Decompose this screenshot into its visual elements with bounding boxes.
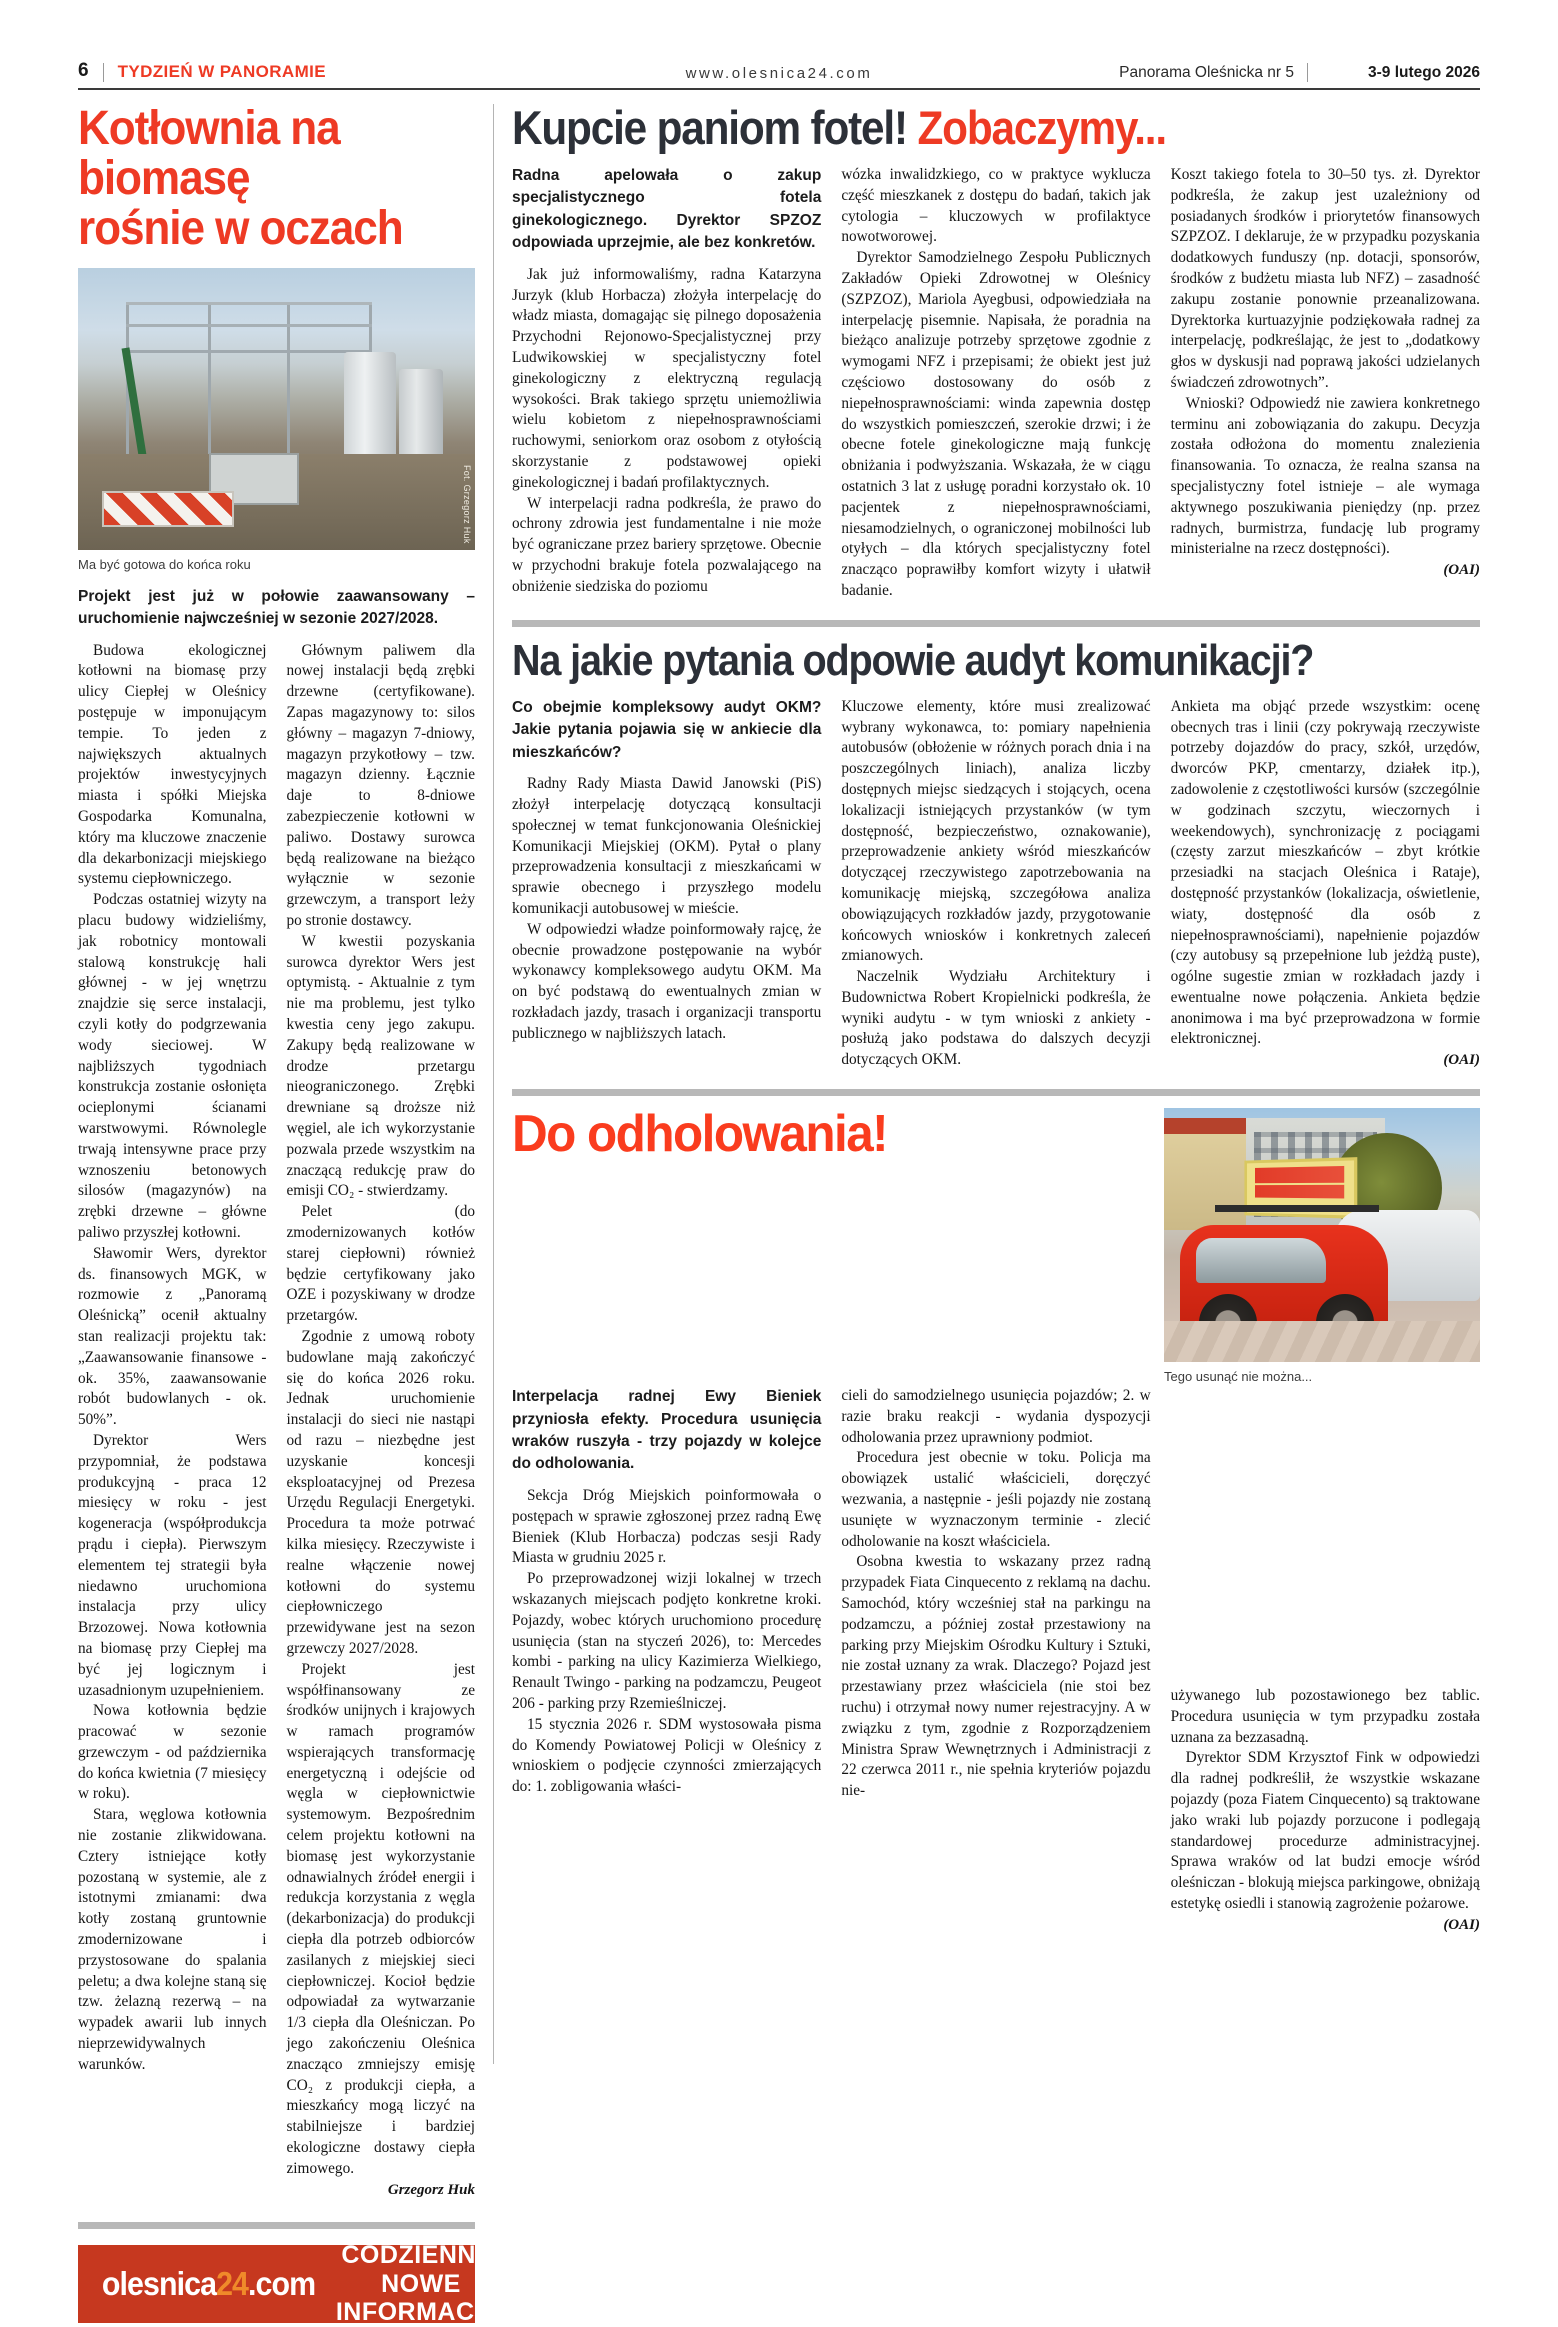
paragraph: Koszt takiego fotela to 30–50 tys. zł. Dyrektor podkreśla, że zakup jest uzależniony od posiadanych środków i priorytetów finansowych SZPZOZ. I deklaruje, że w przypadku pozyskania dodatkowych funduszy (np. dotacji, sponsorów, środków z budżetu miasta lub NFZ) – zasadność zakupu zostanie ponownie przeanalizowana. Dyrektorka kurtuazyjnie podziękowała radnej za interpelację, podkreślając, że jest to „dodatkowy głos w dyskusji nad poprawą jakości udzielanych świadczeń zdrowotnych”. [1170, 166, 1480, 391]
fotel-col-2 [841, 165, 1150, 602]
paragraph: Budowa ekologicznej kotłowni na biomasę przy ulicy Ciepłej w Oleśnicy postępuje w imponującym tempie. To jeden z największych aktualnych projektów inwestycyjnych miasta i spółki Miejska Gospodarka Komunalna, który ma kluczowe znaczenie dla dekarbonizacji miejskiego systemu ciepłowniczego. [78, 641, 267, 888]
article-signature: Grzegorz Huk [387, 2181, 475, 2198]
ad-slogan-line1: CODZIENNIE NOWE [341, 2241, 501, 2298]
boiler-headline-line1: Kotłownia na biomasę [78, 102, 340, 205]
article-boiler [78, 102, 507, 2327]
boiler-body-col-2 [287, 641, 476, 2200]
paragraph: Dyrektor SDM Krzysztof Fink w odpowiedzi dla radnej podkreślił, że wszystkie wskazane pojazdy (poza Fiatem Cinquecento) są traktowane jako wraki lub pojazdy porzucone i podlegają standardowej procedurze administracyjnej. Sprawa wraków od lat budzi emocje wśród oleśniczan - blokują miejsca parkingowe, obniżają estetykę osiedli i stanowią zagrożenie pożarowe. [1170, 1749, 1480, 1913]
paragraph: W interpelacji radna podkreśla, że prawo do ochrony zdrowia jest fundamentalne i nie może być ograniczane przez bariery sprzętowe. Obecnie w przychodni brakuje fotela pozwalającego na obniżenie siedziska do poziomu [512, 494, 822, 595]
photo-credit: Fot. Grzegorz Huk [462, 465, 472, 544]
issue-date: 3-9 lutego 2026 [1368, 64, 1480, 81]
boiler-body-col-1 [78, 641, 267, 2200]
right-section [512, 101, 1480, 2064]
fotel-col-1-body [512, 265, 821, 598]
masthead [78, 48, 1480, 90]
article-odholowanie [512, 1089, 1480, 1935]
ad-slogan [336, 2241, 524, 2327]
fotel-headline-accent: Zobaczymy... [917, 101, 1166, 154]
paragraph: Ankieta ma objąć przede wszystkim: ocenę obecnych tras i linii (czy pokrywają rzeczywiste potrzeby dojazdów do pracy, szkół, urzędów, dworców PKP, cmentarzy, działek itp.), zadowolenie z częstotliwości kursów (szczególnie w godzinach szczytu, wieczornych i weekendowych), synchronizację z pociągami (częsty zarzut mieszkańców – zbyt krótkie przesiadki na stacjach Oleśnica i Rataje), dostępność przystanków (lokalizacja, oświetlenie, wiaty, dostępność dla osób z niepełnosprawnościami), napełnienie pojazdów (czy autobusy są przepełnione lub jeżdżą puste), ogólne sugestie zmian w rozkładach jazdy i ewentualne nowe połączenia. Ankieta będzie anonimowa i ma być przeprowadzona w formie elektronicznej. [1170, 697, 1480, 1048]
audyt-top-rule [512, 620, 1480, 627]
page-number: 6 [78, 60, 89, 81]
boiler-body [78, 641, 475, 2200]
masthead-divider-2 [1307, 63, 1308, 82]
paragraph: Radny Rady Miasta Dawid Janowski (PiS) złożył interpelację dotyczącą konsultacji społecznej w temat funkcjonowania Oleśnickiej Komunikacji Miejskiej (OKM). Pytał o plany przeprowadzenia konsultacji z mieszkańcami w sprawie obecnego i przyszłego modelu komunikacji autobusowej w mieście. [512, 775, 822, 917]
paragraph: Stara, węglowa kotłownia nie zostanie zlikwidowana. Cztery istniejące kotły pozostaną w systemie, ale z istotnymi zmianami: dwa kotły zostaną gruntownie zmodernizowane i przystosowane do spalania peletu; a dwa kolejne staną się tzw. żelazną rezerwą – na wypadek awarii lub innych nieprzewidywalnych warunków. [78, 1806, 267, 2073]
paragraph: 15 stycznia 2026 r. SDM wystosowała pisma do Komendy Powiatowej Policji w Oleśnicy z wnioskiem o podjęcie czynności zmierzających do: 1. zobligowania właści- [512, 1715, 822, 1796]
audyt-body [512, 697, 1480, 1071]
article-fotel [512, 101, 1480, 602]
fotel-headline-main: Kupcie paniom fotel! [512, 101, 907, 154]
paragraph: używanego lub pozostawionego bez tablic. Procedura usunięcia w tym przypadku została uznana za bezzasadną. [1170, 1687, 1480, 1746]
page-grid [78, 101, 1480, 2327]
paragraph: Osobna kwestia to wskazany przez radną przypadek Fiata Cinquecento z reklamą na dachu. Samochód, który wcześniej stał na parkingu na podzamczu, a później został przestawiony na parking przy Miejskim Ośrodku Kultury i Sztuki, nie został uznany za wrak. Dlaczego? Pojazd jest przestawiany przez właściciela (nie stoi bez ruchu) i otrzymał nowy numer rejestracyjny. A w związku z tym, zgodnie z Rozporządzeniem Ministra Spraw Wewnętrznych i Administracji z 22 czerwca 2011 r., nie spełnia kryteriów pojazdu nie- [841, 1553, 1151, 1800]
odholowanie-top-rule [512, 1089, 1480, 1096]
article-audyt [512, 620, 1480, 1071]
audyt-lead: Co obejmie kompleksowy audyt OKM? Jakie pytania pojawia się w ankiecie dla mieszkańców? [512, 698, 822, 761]
paragraph: Podczas ostatniej wizyty na placu budowy widzieliśmy, jak robotnicy montowali stalową konstrukcję hali głównej - w jej wnętrzu znajdzie się serce instalacji, czyli kotły do podgrzewania wody sieciowej. W najbliższych tygodniach konstrukcja zostanie osłonięta ocieplonymi ścianami warstwowymi. Równolegle trwają intensywne prace przy wznoszeniu betonowych silosów (magazynów) na zrębki drzewne – główne paliwo przyszłej kotłowni. [78, 891, 267, 1241]
masthead-divider [103, 63, 104, 82]
ad-top-rule [78, 2222, 475, 2229]
construction-photo [78, 268, 475, 550]
boiler-photo-caption: Ma być gotowa do końca roku [78, 556, 251, 572]
odholowanie-col-2 [841, 1386, 1150, 1935]
ad-banner-olesnica24[interactable] [78, 2241, 507, 2327]
ad-logo-text: olesnica [101, 2265, 217, 2303]
paragraph: Po przeprowadzonej wizji lokalnej w trzech wskazanych miejscach podjęto konkretne kroki. Pojazdy, wobec których uruchomiono procedurę usunięcia (stan na styczeń 2026), to: Mercedes kombi - parking na ulicy Kazimierza Wielkiego, Renault Twingo - parking na podzamczu, Peugeot 206 - parking przy Rzemieślniczej. [512, 1570, 822, 1712]
odholowanie-lead: Interpelacja radnej Ewy Bieniek przyniosła efekty. Procedura usunięcia wraków ruszyła - trzy pojazdy w kolejce do odholowania. [512, 1388, 822, 1473]
odholowanie-col-1-body [512, 1486, 821, 1798]
car-photo [1164, 1108, 1480, 1362]
fotel-headline [512, 101, 1383, 154]
audyt-col-3 [1171, 697, 1480, 1071]
article-signoff: (OAI) [1443, 1052, 1480, 1069]
masthead-right [1119, 63, 1480, 82]
article-signoff: (OAI) [1443, 562, 1480, 579]
paragraph: Procedura jest obecnie w toku. Policja ma obowiązek ustalić właścicieli, doręczyć wezwania, a następnie - jeśli pojazdy nie zostaną usunięte w wyznaczonym terminie - zlecić odholowanie na koszt właściciela. [841, 1449, 1151, 1550]
article-signoff: (OAI) [1443, 1916, 1480, 1933]
audyt-headline: Na jakie pytania odpowie audyt komunikacji? [512, 635, 1314, 685]
paragraph: Dyrektor Samodzielnego Zespołu Publicznych Zakładów Opieki Zdrowotnej w Oleśnicy (SZPZOZ), Mariola Ayegbusi, odpowiedziała na interpelację pisemnie. Napisała, że poradnia na bieżąco analizuje potrzeby sprzętowe zgodnie z wymogami NFZ i przepisami; że obiekt jest już częściowo dostosowany do osób z niepełnosprawnościami: winda zapewnia dostęp do wszystkich pomieszczeń, szerokie drzwi; i że obecne fotele ginekologiczne mają funkcję obniżania i podwyższania. Wskazała, że w ciągu ostatnich 3 lat z usługę poradni korzystało ok. 10 pacjentek z niepełnosprawnościami, niesamodzielnych, o ograniczonej mobilności lub otyłych – dla których specjalistyczny fotel znacząco poprawiłby komfort wizyty i ułatwił badanie. [841, 249, 1151, 599]
paragraph: Zgodnie z umową roboty budowlane mają zakończyć się do końca 2026 roku. Jednak uruchomienie instalacji do sieci nie nastąpi od razu – niezbędne jest uzyskanie koncesji eksploatacyjnej od Prezesa Urzędu Regulacji Energetyki. Procedura ta może potrwać kilka miesięcy. Rzeczywiste i realne włączenie nowej kotłowni do systemu ciepłowniczego przewidywane jest na sezon grzewczy 2027/2028. [286, 1327, 475, 1657]
paragraph: Głównym paliwem dla nowej instalacji będą zrębki drzewne (certyfikowane). Zapas magazynowy to: silos główny – magazyn 7-dniowy, magazyn przykotłowy – tzw. magazyn dzienny. Łącznie daje to 8-dniowe zabezpieczenie kotłowni w paliwo. Dostawy surowca będą realizowane na bieżąco wyłącznie w sezonie grzewczym, a transport leży po stronie dostawcy. [286, 641, 475, 930]
paragraph: W kwestii pozyskania surowca dyrektor Wers jest optymistą. - Aktualnie z tym nie ma problemu, jest tylko kwestia ceny jego zakupu. Zakupy będą realizowane w drodze przetargu nieograniczonego. Zrębki drewniane są droższe niż węgiel, ale ich wykorzystanie pozwala przede wszystkim na znaczącą redukcję praw do emisji CO₂ - stwierdzamy. [286, 932, 475, 1200]
paragraph: wózka inwalidzkiego, co w praktyce wyklucza część mieszkanek z dostępu do badań, takich jak cytologia – kluczowych w profilaktyce nowotworowej. [841, 166, 1151, 246]
issue-label: Panorama Oleśnicka nr 5 [1119, 64, 1294, 81]
paragraph: Nowa kotłownia będzie pracować w sezonie grzewczym - od października do końca kwietnia (7 miesięcy w roku). [78, 1702, 267, 1803]
boiler-headline-line2: rośnie w oczach [78, 201, 403, 255]
fotel-col-1 [512, 165, 821, 602]
ad-logo-number: 24 [216, 2265, 249, 2303]
paragraph: Dyrektor Wers przypomniał, że podstawa produkcyjną - praca 12 miesięcy w roku - jest kogeneracja (współprodukcja prądu i ciepła). Pierwszym elementem tej strategii była niedawno uruchomiona instalacja przy ulicy Brzozowej. Nowa kotłownia na biomasę przy Ciepłej ma być jej logicznym i uzasadnionym uzupełnieniem. [78, 1431, 267, 1699]
odholowanie-head-row [512, 1105, 1480, 1385]
odholowanie-col-1 [512, 1386, 821, 1935]
odholowanie-photo-wrap [1164, 1108, 1480, 1384]
paragraph: Pelet (do zmodernizowanych kotłów starej ciepłowni) również będzie certyfikowany jako OZE i pozyskiwany w drodze przetargów. [286, 1203, 475, 1325]
ad-slogan-line2: INFORMACJE [335, 2298, 507, 2327]
audyt-col-2 [841, 697, 1150, 1071]
paragraph: Projekt jest współfinansowany ze środków unijnych i krajowych w ramach programów wspierających transformację energetyczną i odejście od węgla w ciepłownictwie systemowym. Bezpośrednim celem projektu kotłowni na biomasę jest wykorzystanie odnawialnych źródeł energii i redukcja korzystania z węgla (dekarbonizacja) do produkcji ciepła dla potrzeb odbiorców zasilanych z miejskiej sieci ciepłowniczej. Kocioł będzie odpowiadał za wytwarzanie 1/3 ciepła dla Oleśniczan. Po jego zakończeniu Oleśnica znacząco zmniejszy emisję CO₂ z produkcji ciepła, a mieszkańcy mogą liczyć na stabilniejsze i bardziej ekologiczne dostawy ciepła zimowego. [286, 1660, 475, 2177]
boiler-lead: Projekt jest już w połowie zaawansowany – uruchomienie najwcześniej w sezonie 2027/2028. [78, 587, 475, 628]
paragraph: Wnioski? Odpowiedź nie zawiera konkretnego terminu ani zobowiązania do zakupu. Decyzja została odłożona do momentu znalezienia finansowania. To oznacza, że realna szansa na specjalistyczny fotel istnieje – ale wymaga aktywnego poszukiwania pieniędzy (np. przez radnych, burmistrza, fundację lub programy ministerialne na rzecz dostępności). [1170, 394, 1480, 558]
website-url: www.olesnica24.com [685, 65, 873, 82]
audyt-col-1-body [512, 774, 821, 1044]
ad-logo-tld: .com [248, 2265, 316, 2303]
boiler-headline [78, 104, 443, 254]
car-photo-caption: Tego usunąć nie można... [1164, 1369, 1313, 1385]
paragraph: Kluczowe elementy, które musi zrealizować wybrany wykonawca, to: pomiary napełnienia autobusów (obłożenie w różnych porach dnia i na poszczególnych liniach), analiza liczby dostępnych miejsc siedzących i stojących, ocena lokalizacji istniejących przystanków (w tym dostępność, bezpieczeństwo, oznakowanie), przeprowadzenie ankiety wśród mieszkańców dotyczącej rzeczywistego zapotrzebowania na komunikację miejską, szczegółowa analiza obowiązujących rozkładów jazdy, przygotowanie końcowych wniosków i konkretnych zaleceń zmianowych. [841, 697, 1151, 965]
paragraph: Naczelnik Wydziału Architektury i Budownictwa Robert Kropielnicki podkreśla, że wyniki audytu - w tym wnioski z ankiety - posłużą jako podstawa do dalszych decyzji dotyczących OKM. [841, 968, 1151, 1069]
odholowanie-body [512, 1386, 1480, 1935]
fotel-col-3 [1171, 165, 1480, 602]
audyt-col-1 [512, 697, 821, 1071]
boiler-photo-wrap [78, 268, 475, 550]
odholowanie-headline: Do odholowania! [512, 1105, 888, 1164]
paragraph: W odpowiedzi władze poinformowały rajcę, że obecnie prowadzone postępowanie na wybór wykonawcy kompleksowego audytu OKM. Ma on być podstawą do ewentualnych zmian w rozkładach jazdy, trasach i organizacji transportu publicznego w najbliższych latach. [512, 920, 822, 1042]
paragraph: Sławomir Wers, dyrektor ds. finansowych MGK, w rozmowie z „Panoramą Oleśnicką” ocenił aktualny stan realizacji projektu tak: „Zaawansowanie finansowe - ok. 35%, zaawansowanie robót budowlanych - ok. 50%”. [78, 1244, 267, 1429]
odholowanie-col-3 [1171, 1686, 1480, 1935]
odholowanie-headline-wrap [512, 1105, 1144, 1384]
fotel-body [512, 165, 1480, 602]
newspaper-page [0, 48, 1558, 2327]
paragraph: Sekcja Dróg Miejskich poinformowała o postępach w sprawie zgłoszonej przez radną Ewę Bieniek (Klub Horbacza) podczas sesji Rady Miasta w grudniu 2025 r. [512, 1486, 822, 1567]
paragraph: cieli do samodzielnego usunięcia pojazdów; 2. w razie braku reakcji - wydania dyspozycji odholowania przez uprawniony podmiot. [841, 1387, 1151, 1446]
ad-logo [78, 2265, 315, 2303]
paragraph: Jak już informowaliśmy, radna Katarzyna Jurzyk (klub Horbacza) złożyła interpelację do władz miasta, domagając się pilnego doposażenia Przychodni Rejonowo-Specjalistycznej przy Ludwikowskiej w specjalistyczny fotel ginekologiczny z elektryczną regulacją wysokości. Brak takiego sprzętu uniemożliwia wielu kobietom z niepełnosprawnościami ruchowymi, seniorkom oraz osobom z otyłością skorzystanie z podstawowej opieki ginekologicznej i badań profilaktycznych. [512, 265, 822, 491]
column-rule [493, 104, 494, 2064]
fotel-lead: Radna apelowała o zakup specjalistycznego fotela ginekologicznego. Dyrektor SPZOZ odpowiada uprzejmie, ale bez konkretów. [512, 167, 822, 252]
section-title: TYDZIEŃ W PANORAMIE [117, 62, 327, 81]
